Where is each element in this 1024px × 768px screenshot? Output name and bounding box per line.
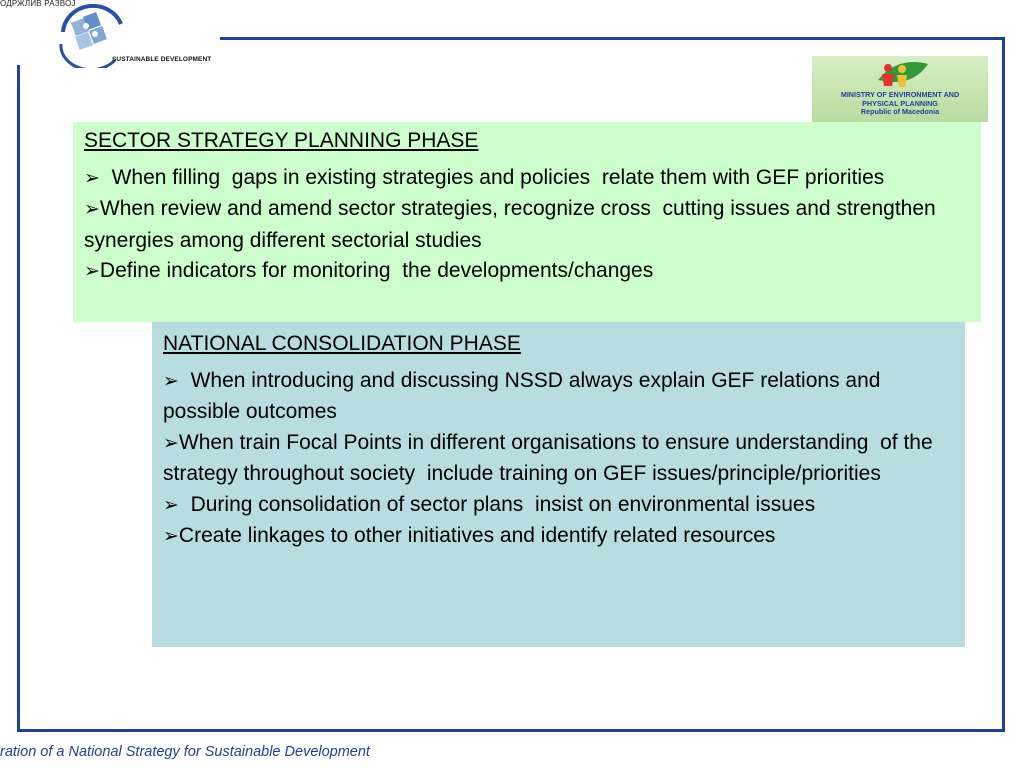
arrow-bullet-icon: ➢ (163, 432, 179, 454)
list-item (163, 428, 955, 490)
list-item (163, 490, 955, 522)
ministry-line-1: MINISTRY OF ENVIRONMENT AND (840, 90, 960, 99)
sector-strategy-box (73, 122, 981, 322)
arrow-bullet-icon: ➢ (163, 494, 179, 516)
national-consolidation-title: NATIONAL CONSOLIDATION PHASE (163, 332, 521, 355)
bullet-text: When introducing and discussing NSSD always explain GEF relations and possible outcomes (163, 368, 887, 423)
list-item (84, 256, 971, 288)
footer-text: ration of a National Strategy for Sustainable Development (0, 744, 370, 760)
sector-strategy-title: SECTOR STRATEGY PLANNING PHASE (84, 129, 479, 152)
arrow-bullet-icon: ➢ (163, 526, 179, 547)
logo-top-text: ОДРЖЛИВ РАЗВОЈ (0, 0, 76, 8)
ministry-name (812, 91, 988, 117)
frame-left-line (17, 65, 20, 731)
bullet-text: Create linkages to other initiatives and identify related resources (178, 524, 776, 547)
sector-strategy-list (84, 163, 971, 288)
arrow-bullet-icon: ➢ (84, 261, 100, 282)
bullet-text: When filling gaps in existing strategies and policies relate them with GEF priorities (99, 165, 885, 189)
arrow-bullet-icon: ➢ (163, 370, 179, 392)
list-item (163, 366, 955, 428)
frame-bottom-line (17, 729, 1005, 732)
list-item (84, 163, 971, 195)
list-item (84, 194, 971, 256)
logo-sub-text: SUSTAINABLE DEVELOPMENT (112, 56, 212, 63)
leaf-figures-icon (872, 58, 932, 90)
ministry-line-2: PHYSICAL PLANNING (862, 98, 938, 108)
bullet-text: During consolidation of sector plans insist on environmental issues (178, 492, 816, 516)
sustainable-development-logo (0, 0, 225, 68)
ministry-logo (812, 56, 988, 122)
ministry-line-3: Republic of Macedonia (860, 107, 940, 117)
national-consolidation-box (152, 322, 965, 647)
frame-right-line (1002, 37, 1005, 731)
national-consolidation-list (163, 366, 955, 553)
bullet-text: When review and amend sector strategies, recognize cross cutting issues and strengthen synergies among different sectorial studies (84, 197, 942, 252)
arrow-bullet-icon: ➢ (84, 199, 100, 220)
list-item (163, 521, 955, 553)
bullet-text: When train Focal Points in different organisations to ensure understanding of the strategy throughout society include training on GEF issues/principle/priorities (163, 430, 939, 485)
bullet-text: Define indicators for monitoring the developments/changes (99, 259, 654, 282)
frame-top-line (220, 37, 1005, 40)
arrow-bullet-icon: ➢ (84, 167, 100, 189)
